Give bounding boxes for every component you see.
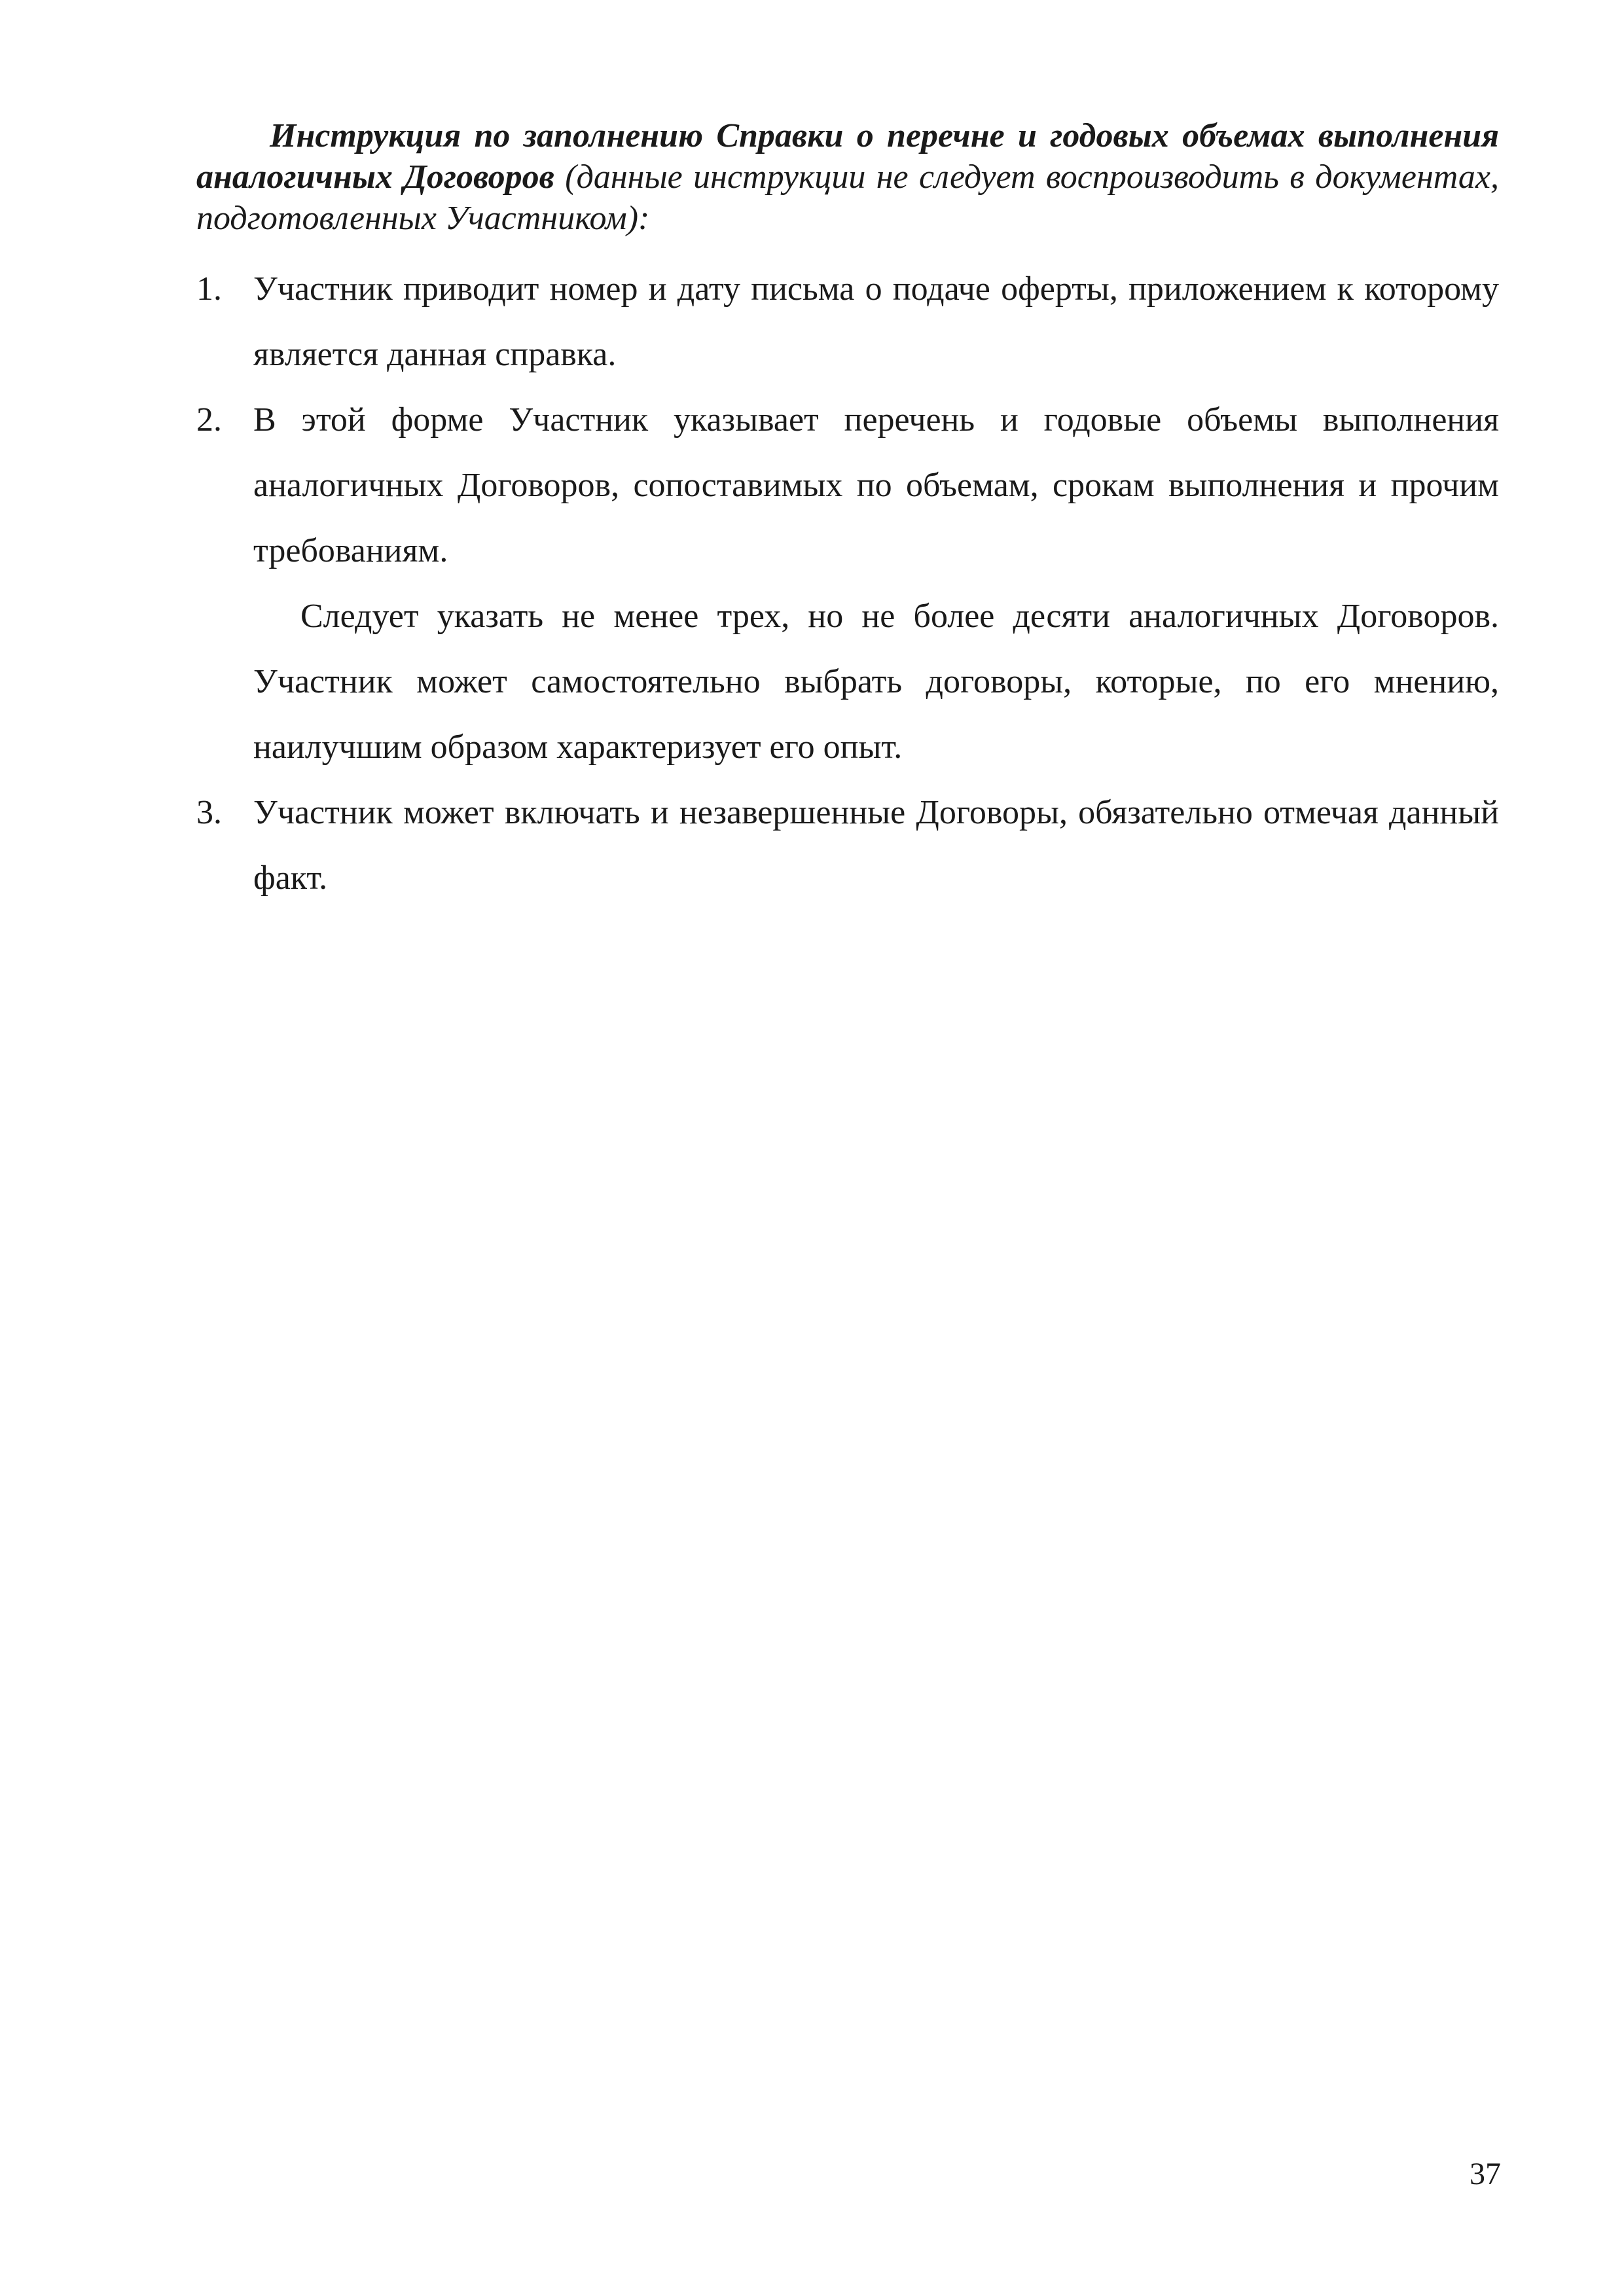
list-item-number: 3. <box>196 794 222 831</box>
list-item <box>196 780 1499 911</box>
list-item <box>196 257 1499 387</box>
list-item-text: В этой форме Участник указывает перечень и годовые объемы выполнения аналогичных Договоров, сопоставимых по объемам, срокам выполнения и прочим требованиям. <box>253 401 1499 569</box>
list-item-number: 1. <box>196 270 222 308</box>
list-item <box>196 387 1499 780</box>
instruction-list <box>196 257 1499 911</box>
heading-title: Инструкция по заполнению Справки о перечне и годовых объемах выполнения аналогичных Договоров <box>196 117 1499 196</box>
list-item-number: 2. <box>196 401 222 439</box>
page-number: 37 <box>1470 2157 1501 2191</box>
list-item-continuation: Следует указать не менее трех, но не более десяти аналогичных Договоров. Участник может самостоятельно выбрать договоры, которые, по его мнению, наилучшим образом характеризует его опыт. <box>253 598 1499 766</box>
heading-note: (данные инструкции не следует воспроизводить в документах, подготовленных Участником): <box>196 158 1500 237</box>
instruction-heading <box>196 115 1499 239</box>
list-item-text: Участник может включать и незавершенные Договоры, обязательно отмечая данный факт. <box>253 794 1499 897</box>
list-item-text: Участник приводит номер и дату письма о подаче оферты, приложением к которому является данная справка. <box>253 270 1499 373</box>
